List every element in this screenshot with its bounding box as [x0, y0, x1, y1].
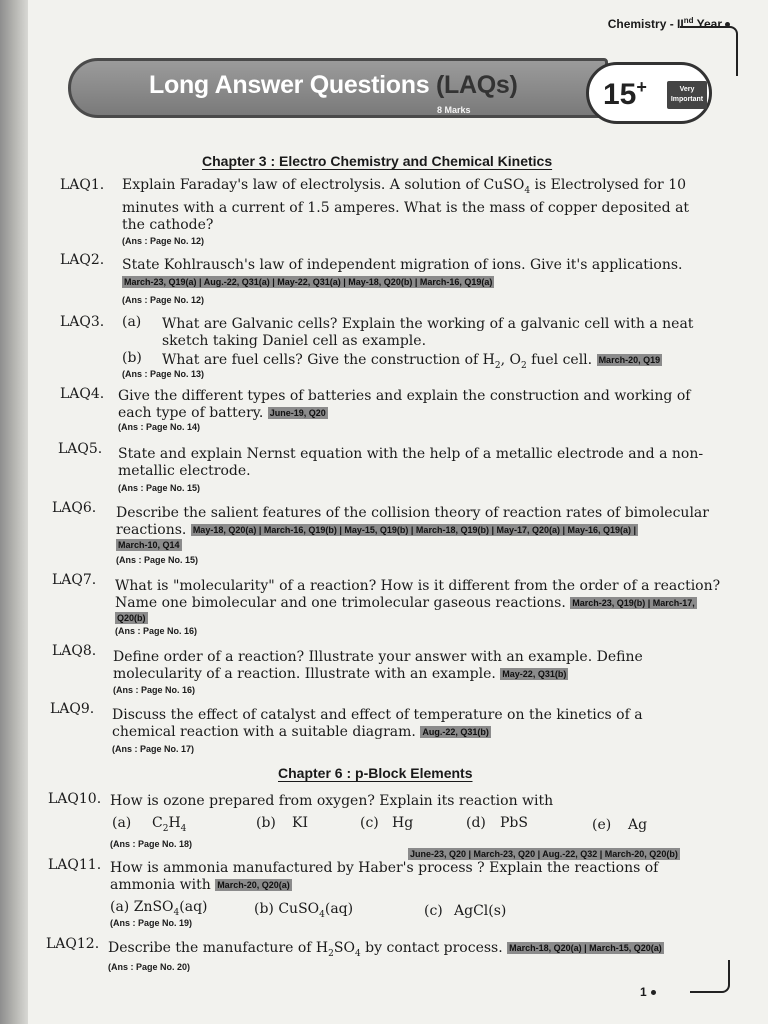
text-run: (b) CuSO	[254, 901, 320, 917]
bullet-icon	[651, 990, 656, 995]
marks-label: 8 Marks	[437, 105, 471, 115]
text-run: , O	[500, 352, 521, 368]
chapter-heading: Chapter 6 : p-Block Elements	[278, 765, 473, 781]
page-number-text: 1	[640, 985, 647, 999]
count-badge	[586, 62, 712, 124]
question-text	[116, 505, 736, 551]
option-value	[152, 815, 186, 834]
question-number: LAQ10.	[48, 791, 102, 807]
question-text	[162, 316, 732, 350]
question-number: LAQ9.	[50, 701, 95, 717]
text-run: (a) ZnSO	[110, 899, 174, 915]
question-line: sketch taking Daniel cell as example.	[162, 333, 427, 349]
option-label: (b)	[122, 350, 142, 366]
question-line: metallic electrode.	[118, 463, 251, 479]
question-line: How is ammonia manufactured by Haber's process ? Explain the reactions of	[110, 860, 659, 876]
question-text	[118, 388, 733, 422]
text-run: is Electrolysed for 10	[530, 177, 687, 193]
question-line: Discuss the effect of catalyst and effect of temperature on the kinetics of a	[112, 707, 643, 723]
question-line: minutes with a current of 1.5 amperes. What is the mass of copper deposited at	[122, 199, 690, 216]
title-banner	[68, 58, 608, 118]
question-line: Define order of a reaction? Illustrate your answer with an example. Define	[113, 649, 643, 665]
text-run: reactions.	[116, 522, 187, 538]
question-text	[118, 446, 733, 480]
answer-ref: (Ans : Page No. 16)	[113, 685, 196, 695]
question-line	[122, 177, 732, 200]
answer-ref: (Ans : Page No. 15)	[118, 483, 201, 493]
page-title	[149, 71, 518, 100]
option-label: (a)	[112, 815, 132, 831]
badge-number	[603, 77, 647, 112]
question-number: LAQ8.	[52, 643, 97, 659]
question-number: LAQ4.	[60, 386, 105, 402]
exam-reference: June-19, Q20	[269, 408, 326, 418]
text-run: Describe the manufacture of H	[108, 940, 329, 956]
question-line: State Kohlrausch's law of independent migration of ions. Give it's applications.	[122, 257, 683, 273]
answer-ref: (Ans : Page No. 15)	[116, 555, 199, 565]
badge-number-text: 15	[603, 78, 637, 111]
question-text	[122, 257, 732, 291]
answer-ref: (Ans : Page No. 12)	[122, 236, 205, 246]
question-text	[162, 352, 732, 375]
question-line: What is "molecularity" of a reaction? How is it different from the order of a reaction?	[115, 578, 721, 594]
exam-reference: March-23, Q19(a) | Aug.-22, Q31(a) | May-22, Q31(a) | May-18, Q20(b) | March-16, Q19(a)	[124, 277, 493, 287]
exam-reference: May-22, Q31(b)	[502, 669, 567, 679]
question-text	[122, 177, 732, 234]
exam-reference: March-23, Q19(b) | March-17,	[572, 598, 695, 608]
exam-reference: March-18, Q20(a) | March-15, Q20(a)	[509, 943, 662, 953]
exam-reference: March-20, Q19	[598, 355, 661, 365]
question-text	[110, 860, 730, 894]
question-number: LAQ6.	[52, 500, 97, 516]
question-number: LAQ7.	[52, 572, 97, 588]
question-number: LAQ3.	[60, 314, 105, 330]
text-run: What are fuel cells? Give the construction of H	[162, 352, 495, 368]
subscript: 2	[162, 823, 169, 834]
option-label: (c)	[360, 815, 379, 831]
question-line: the cathode?	[122, 216, 214, 233]
option-value: Hg	[392, 815, 414, 831]
text-run: (aq)	[324, 901, 354, 917]
subscript: 4	[319, 909, 325, 920]
page-number	[640, 985, 656, 999]
page-title-text: Long Answer Questions	[149, 71, 430, 99]
question-number: LAQ1.	[60, 177, 105, 193]
answer-ref: (Ans : Page No. 13)	[122, 369, 205, 379]
exam-reference: Aug.-22, Q31(b)	[422, 727, 489, 737]
exam-reference: June-23, Q20 | March-23, Q20 | Aug.-22, Q32 | March-20, Q20(b)	[410, 848, 678, 859]
answer-ref: (Ans : Page No. 18)	[110, 839, 193, 849]
question-line: State and explain Nernst equation with the help of a metallic electrode and a non-	[118, 446, 704, 462]
very-important-tag: Very Important	[667, 81, 707, 109]
subscript: 4	[354, 948, 361, 959]
text-run: by contact process.	[360, 940, 503, 956]
subscript: 4	[180, 823, 187, 834]
running-head-suffix: Year	[693, 17, 722, 31]
question-text: How is ozone prepared from oxygen? Explain its reaction with	[110, 793, 554, 809]
answer-ref: (Ans : Page No. 16)	[115, 626, 198, 636]
book-spine	[0, 0, 28, 1024]
question-line: Describe the salient features of the collision theory of reaction rates of bimolecular	[116, 505, 709, 521]
option-label: (e)	[592, 817, 612, 833]
option-value: PbS	[500, 815, 528, 831]
option-value	[254, 901, 353, 920]
exam-reference: March-20, Q20(a)	[217, 880, 290, 890]
page-title-tag: (LAQs)	[435, 71, 518, 99]
answer-ref: (Ans : Page No. 12)	[122, 295, 205, 305]
text-run: ammonia with	[110, 877, 211, 893]
text-run: Explain Faraday's law of electrolysis. A solution of CuSO	[122, 177, 525, 193]
option-value: AgCl(s)	[454, 903, 507, 919]
running-head-sup: nd	[683, 16, 694, 25]
option-value: Ag	[628, 817, 648, 833]
text-run: (aq)	[179, 899, 208, 915]
corner-decoration	[690, 960, 730, 993]
text-run: molecularity of a reaction. Illustrate with an example.	[113, 666, 496, 682]
option-label: (b)	[256, 815, 276, 831]
answer-ref: (Ans : Page No. 17)	[112, 744, 195, 754]
question-number: LAQ11.	[48, 857, 102, 873]
text-run: fuel cell.	[526, 352, 593, 368]
answer-ref: (Ans : Page No. 20)	[108, 962, 191, 972]
question-text	[113, 649, 733, 683]
question-line: What are Galvanic cells? Explain the working of a galvanic cell with a neat	[162, 316, 694, 332]
answer-ref: (Ans : Page No. 14)	[118, 422, 201, 432]
option-label: (c)	[424, 903, 443, 919]
subscript: 4	[524, 185, 531, 196]
option-value	[110, 899, 208, 918]
question-text	[115, 578, 735, 624]
running-head-text: Chemistry - II	[607, 17, 684, 31]
question-text	[112, 707, 732, 741]
text-run: H	[168, 815, 181, 831]
text-run: each type of battery.	[118, 405, 264, 421]
question-number: LAQ2.	[60, 252, 105, 268]
subscript: 2	[494, 360, 501, 371]
answer-ref: (Ans : Page No. 19)	[110, 918, 193, 928]
question-number: LAQ12.	[46, 936, 100, 952]
subscript: 2	[328, 948, 334, 959]
option-value: KI	[292, 815, 308, 831]
chapter-heading: Chapter 3 : Electro Chemistry and Chemical Kinetics	[202, 153, 553, 169]
text-run: chemical reaction with a suitable diagram.	[112, 724, 416, 740]
question-line: Give the different types of batteries and explain the construction and working of	[118, 388, 691, 404]
badge-plus: +	[636, 77, 647, 97]
question-number: LAQ5.	[58, 441, 103, 457]
option-label: (d)	[466, 815, 486, 831]
text-run: SO	[333, 940, 355, 956]
question-text	[108, 940, 738, 963]
exam-reference: March-10, Q14	[118, 540, 180, 550]
text-run: Name one bimolecular and one trimolecular gaseous reactions.	[115, 595, 566, 611]
subscript: 4	[173, 907, 180, 918]
option-label: (a)	[122, 314, 142, 330]
exam-reference: May-18, Q20(a) | March-16, Q19(b) | May-15, Q19(b) | March-18, Q19(b) | May-17, Q20(a) | May-16, Q19(a) |	[192, 525, 637, 535]
exam-reference: Q20(b)	[117, 613, 146, 623]
subscript: 2	[520, 360, 527, 371]
text-run: C	[152, 815, 163, 831]
